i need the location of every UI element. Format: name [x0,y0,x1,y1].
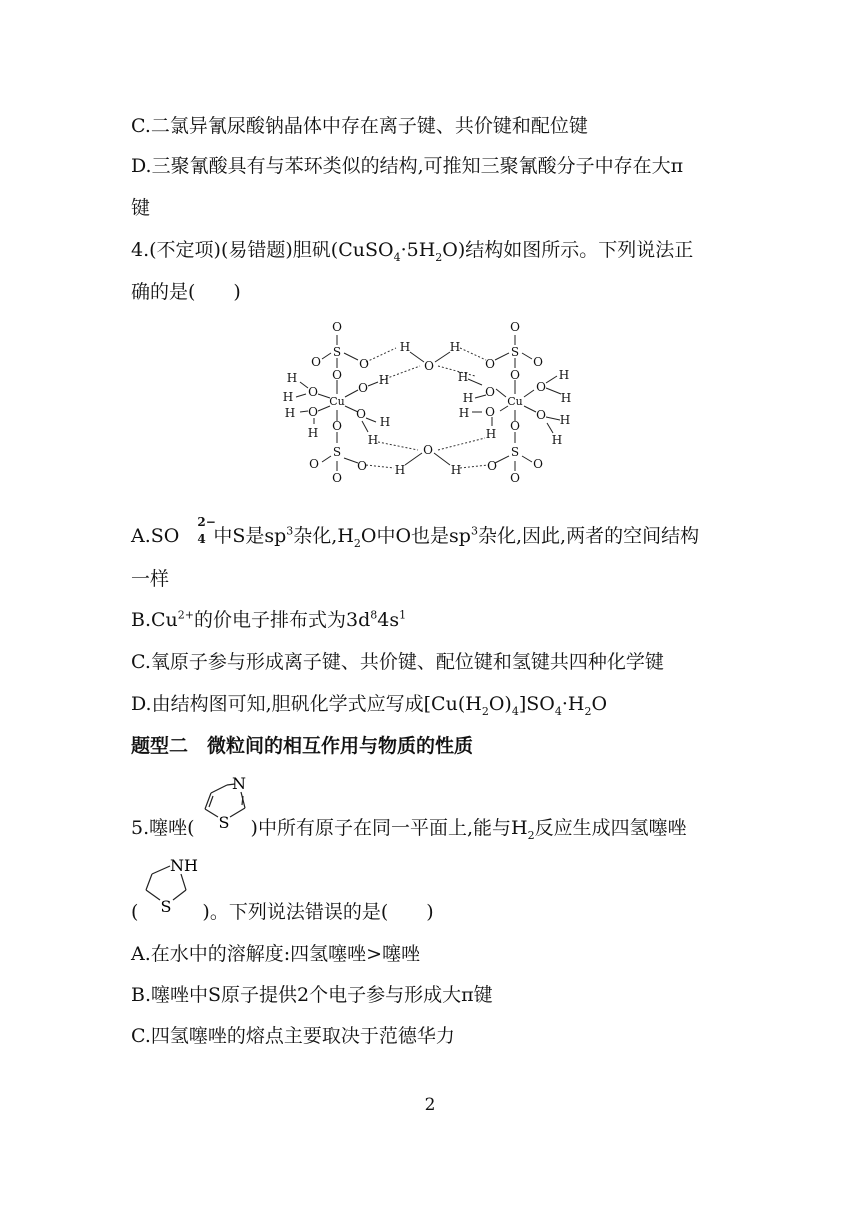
q4-option-a-text-1: 中S是sp [213,525,287,547]
q4-option-a-line1: A.SO 2− 4 中S是$sp^3$杂化$,H_2O$中O也是$sp^3$杂化,因此,两者的空间结构 [131,515,700,550]
svg-text:H: H [282,390,294,404]
q4-stem-line2: 确的是( ) [131,281,241,303]
q5-option-a: A.在水中的溶解度:四氢噻唑>噻唑 [131,943,421,965]
svg-text:H: H [457,370,469,384]
q4-stem-text-c: O)结构如图所示。下列说法正 [442,239,694,261]
q3-option-d-line2: 键 [131,197,151,219]
svg-text:S: S [160,897,172,916]
svg-text:O: O [485,405,495,419]
svg-text:O: O [487,459,497,473]
svg-text:Cu: Cu [507,395,523,408]
svg-text:S: S [332,445,342,459]
svg-text:O: O [332,471,342,485]
svg-text:S: S [510,345,520,359]
svg-text:O: O [332,419,342,433]
q4-stem-sub-2: 2 [435,250,443,264]
svg-text:O: O [332,368,342,382]
svg-text:O: O [308,385,318,399]
svg-text:O: O [308,405,318,419]
svg-text:O: O [510,471,520,485]
svg-text:S: S [218,813,230,832]
svg-text:O: O [510,368,520,382]
svg-text:O: O [510,320,520,334]
svg-text:O: O [359,357,369,371]
svg-text:O: O [424,359,434,373]
svg-text:O: O [536,408,546,422]
thiazole-structure [197,772,263,840]
q4-option-a-line2: 一样 [131,568,170,590]
sulfate-ion: 2− 4 [197,515,216,546]
q4-stem-text-a: 4.(不定项)(易错题)胆矾(CuSO [131,239,394,261]
tetrahydrothiazole-structure [138,852,214,922]
svg-text:H: H [379,415,391,429]
q4-option-b: $B.Cu^{2+}$的价电子排布式为$3d^84s^1$ [131,608,407,631]
svg-text:H: H [559,413,571,427]
q4-stem-line1 [131,238,693,262]
svg-text:S: S [510,445,520,459]
svg-text:H: H [394,463,406,477]
chalcanthite-structure-diagram [270,318,570,488]
svg-text:O: O [533,355,543,369]
q4-option-c: C.氧原子参与形成离子键、共价键、配位键和氢键共四种化学键 [131,651,664,673]
svg-text:O: O [311,355,321,369]
svg-text:H: H [458,406,470,420]
svg-text:H: H [551,433,563,447]
svg-text:H: H [558,368,570,382]
q4-option-a-text-pre: A.SO [131,525,180,547]
svg-text:H: H [378,373,390,387]
q5-option-c: C.四氢噻唑的熔点主要取决于范德华力 [131,1025,455,1047]
svg-text:Cu: Cu [329,395,345,408]
svg-text:NH: NH [170,856,198,875]
svg-text:S: S [332,345,342,359]
svg-text:O: O [309,457,319,471]
svg-text:O: O [358,381,368,395]
svg-text:H: H [560,391,572,405]
svg-text:H: H [450,463,462,477]
svg-text:H: H [449,340,461,354]
q4-option-a-text-4: 杂化,因此,两者的空间结构 [477,525,700,547]
svg-text:O: O [332,320,342,334]
page-number: 2 [424,1095,436,1115]
q5-stem-line1: 5.噻唑( )中所有原子在同一平面上,能与$H_2$反应生成四氢噻唑 [131,817,687,842]
svg-text:H: H [485,427,497,441]
svg-text:H: H [367,433,379,447]
q3-option-d-line1: D.三聚氰酸具有与苯环类似的结构,可推知三聚氰酸分子中存在大π [131,155,684,177]
q4-option-d: D.由结构图可知,胆矾化学式应写成$[Cu(H_2O)_4]SO_4\cdot H_2O$ [131,693,608,718]
q4-option-a-text-3: O中O也是sp [360,525,471,547]
q4-option-a-text-2: 杂化,H [293,525,354,547]
svg-text:H: H [399,340,411,354]
q4-stem-text-b: ·5H [400,239,436,261]
svg-text:O: O [423,443,433,457]
svg-text:O: O [357,459,367,473]
q5-stem-line2: ( )。下列说法错误的是( ) [131,901,434,923]
q5-option-b: B.噻唑中S原子提供2个电子参与形成大π键 [131,984,493,1006]
svg-text:H: H [286,371,298,385]
svg-text:O: O [510,419,520,433]
q3-option-c: C.二氯异氰尿酸钠晶体中存在离子键、共价键和配位键 [131,115,588,137]
svg-text:O: O [485,385,495,399]
svg-text:O: O [485,357,495,371]
q4-stem-sub-4: 4 [393,250,401,264]
svg-text:O: O [533,457,543,471]
svg-text:O: O [536,380,546,394]
section-heading: 题型二 微粒间的相互作用与物质的性质 [131,735,474,757]
svg-text:N: N [232,774,246,793]
svg-text:H: H [462,391,474,405]
svg-text:H: H [307,426,319,440]
svg-text:O: O [356,407,366,421]
svg-text:H: H [284,406,296,420]
